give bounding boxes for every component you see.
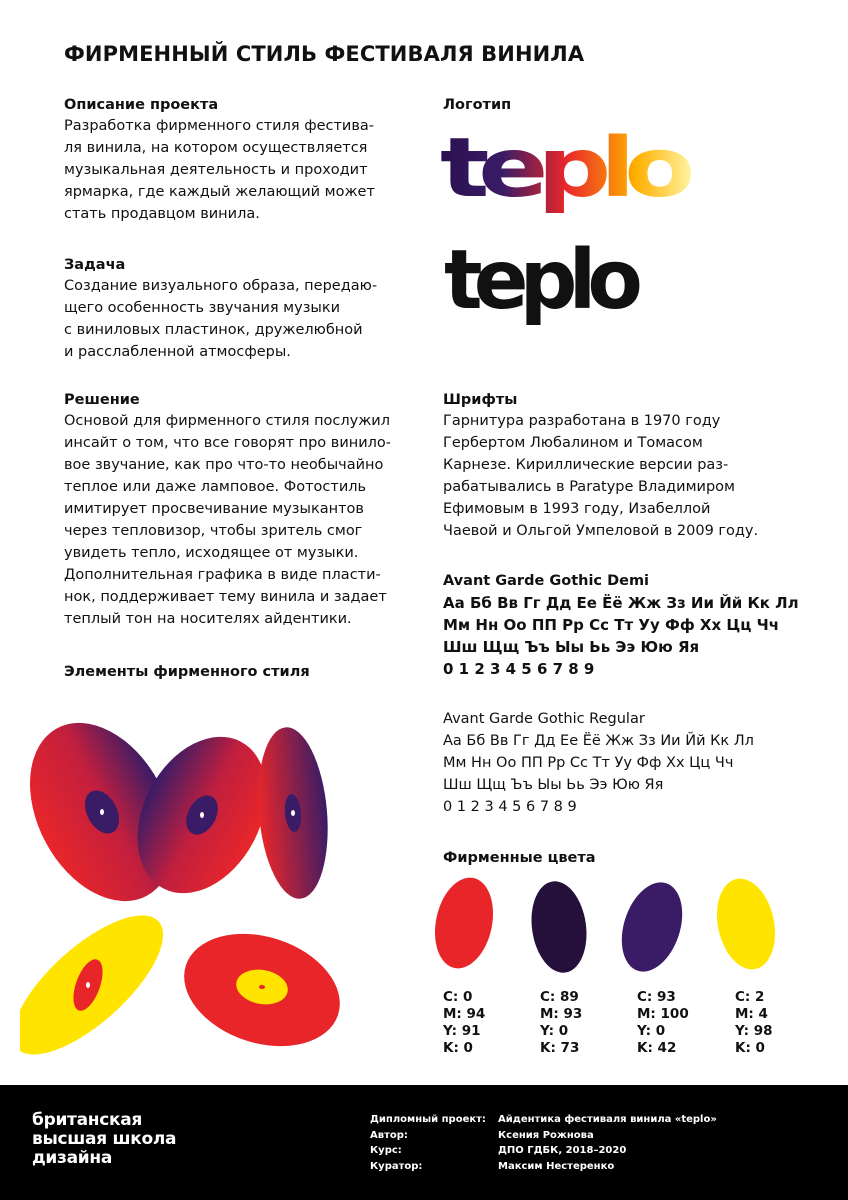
school-line: высшая школа [32, 1129, 177, 1149]
cmyk-c: C: 89 [540, 989, 579, 1005]
school-logo [32, 1111, 176, 1168]
glyph-line: Аа Бб Вв Гг Дд Ее Ёё Жж Зз Ии Йй Кк Лл [443, 733, 754, 749]
cmyk-c: C: 93 [637, 989, 676, 1005]
cmyk-k: K: 42 [637, 1040, 677, 1056]
text-line: теплое или даже ламповое. Фотостиль [64, 479, 367, 495]
text-line: нок, поддерживает тему винила и задает [64, 589, 387, 605]
logo-black: teplo [444, 233, 640, 328]
glyph-line: Аа Бб Вв Гг Дд Ее Ёё Жж Зз Ии Йй Кк Лл [443, 594, 799, 612]
swatch-red [430, 872, 501, 974]
cmyk-c: C: 0 [443, 989, 473, 1005]
text-line: через тепловизор, чтобы зритель смог [64, 523, 363, 539]
cmyk-k: K: 73 [540, 1040, 580, 1056]
text-line: Дополнительная графика в виде пласти- [64, 567, 381, 583]
task-heading: Задача [64, 257, 126, 273]
vinyl-record-4 [20, 893, 184, 1060]
meta-label: Дипломный проект: [370, 1114, 486, 1125]
meta-value: Ксения Рожнова [498, 1129, 594, 1141]
text-line: Гербертом Любалином и Томасом [443, 435, 703, 451]
cmyk-y: Y: 0 [540, 1023, 569, 1039]
text-line: теплый тон на носителях айдентики. [64, 611, 352, 627]
solution-section [64, 392, 424, 630]
vinyl-records-illustration [20, 715, 350, 1060]
text-line: щего особенность звучания музыки [64, 300, 341, 316]
color-swatches [430, 870, 790, 985]
vinyl-record-5 [170, 915, 350, 1060]
text-line: ля винила, на котором осуществляется [64, 140, 368, 156]
meta-value: Айдентика фестиваля винила «teplo» [498, 1114, 717, 1125]
project-meta-labels [370, 1112, 486, 1174]
text-line: Основой для фирменного стиля послужил [64, 413, 390, 429]
colors-heading: Фирменные цвета [443, 850, 596, 866]
font-regular-name: Avant Garde Gothic Regular [443, 711, 645, 727]
text-line: Ефимовым в 1993 году, Изабеллой [443, 501, 711, 517]
school-line: дизайна [32, 1148, 113, 1168]
meta-label: Курс: [370, 1145, 402, 1156]
logo-display [440, 118, 700, 348]
description-heading: Описание проекта [64, 97, 219, 113]
font-demi-name: Avant Garde Gothic Demi [443, 573, 650, 589]
meta-value: Максим Нестеренко [498, 1160, 615, 1172]
fonts-heading: Шрифты [443, 392, 518, 408]
meta-label: Куратор: [370, 1160, 423, 1172]
swatch-dark-purple [526, 878, 592, 977]
fonts-section [443, 392, 823, 542]
cmyk-values-3 [637, 989, 689, 1057]
font-regular-glyphs [443, 730, 833, 818]
cmyk-values-1 [443, 989, 485, 1057]
text-line: рабатывались в Paratype Владимиром [443, 479, 735, 495]
logo-heading: Логотип [443, 97, 512, 113]
font-regular-specimen [443, 708, 833, 818]
cmyk-k: K: 0 [443, 1040, 473, 1056]
cmyk-k: K: 0 [735, 1040, 765, 1056]
project-meta-values [498, 1112, 717, 1174]
glyph-line: 0 1 2 3 4 5 6 7 8 9 [443, 660, 595, 678]
cmyk-y: Y: 91 [443, 1023, 481, 1039]
glyph-line: Шш Щщ Ъъ Ыы Ьь Ээ Юю Яя [443, 638, 700, 656]
text-line: стать продавцом винила. [64, 206, 260, 222]
description-text [64, 115, 424, 225]
fonts-text [443, 410, 823, 542]
text-line: Гарнитура разработана в 1970 году [443, 413, 721, 429]
cmyk-c: C: 2 [735, 989, 765, 1005]
text-line: увидеть тепло, исходящее от музыки. [64, 545, 359, 561]
glyph-line: Шш Щщ Ъъ Ыы Ьь Ээ Юю Яя [443, 777, 664, 793]
cmyk-y: Y: 98 [735, 1023, 773, 1039]
cmyk-m: M: 93 [540, 1006, 583, 1022]
text-line: ярмарка, где каждый желающий может [64, 184, 375, 200]
text-line: с виниловых пластинок, дружелюбной [64, 322, 363, 338]
cmyk-values-4 [735, 989, 773, 1057]
cmyk-m: M: 4 [735, 1006, 768, 1022]
glyph-line: Мм Нн Оо ПП Рр Сс Тт Уу Фф Хх Цц Чч [443, 616, 780, 634]
elements-heading: Элементы фирменного стиля [64, 664, 310, 680]
meta-label: Автор: [370, 1129, 408, 1141]
text-line: инсайт о том, что все говорят про винило- [64, 435, 392, 451]
page-title: ФИРМЕННЫЙ СТИЛЬ ФЕСТИВАЛЯ ВИНИЛА [64, 42, 585, 66]
task-section [64, 257, 424, 363]
solution-heading: Решение [64, 392, 140, 408]
school-line: британская [32, 1110, 143, 1130]
cmyk-y: Y: 0 [637, 1023, 666, 1039]
task-text [64, 275, 424, 363]
description-section [64, 97, 424, 225]
font-demi-glyphs [443, 592, 833, 680]
text-line: вое звучание, как про что-то необычайно [64, 457, 384, 473]
swatch-purple [611, 875, 693, 980]
logo-gradient: teplo [440, 121, 692, 216]
text-line: Карнезе. Кириллические версии раз- [443, 457, 729, 473]
swatch-yellow [709, 873, 783, 975]
text-line: музыкальная деятельность и проходит [64, 162, 368, 178]
glyph-line: Мм Нн Оо ПП Рр Сс Тт Уу Фф Хх Цц Чч [443, 755, 734, 771]
meta-value: ДПО ГДБК, 2018–2020 [498, 1145, 627, 1156]
text-line: Чаевой и Ольгой Умпеловой в 2009 году. [443, 523, 759, 539]
glyph-line: 0 1 2 3 4 5 6 7 8 9 [443, 799, 577, 815]
font-demi-specimen [443, 570, 833, 680]
text-line: Разработка фирменного стиля фестива- [64, 118, 375, 134]
solution-text [64, 410, 424, 630]
cmyk-values-2 [540, 989, 582, 1057]
text-line: имитирует просвечивание музыкантов [64, 501, 364, 517]
cmyk-m: M: 94 [443, 1006, 486, 1022]
text-line: и расслабленной атмосферы. [64, 344, 291, 360]
cmyk-m: M: 100 [637, 1006, 689, 1022]
vinyl-record-3 [252, 724, 335, 901]
text-line: Создание визуального образа, передаю- [64, 278, 378, 294]
